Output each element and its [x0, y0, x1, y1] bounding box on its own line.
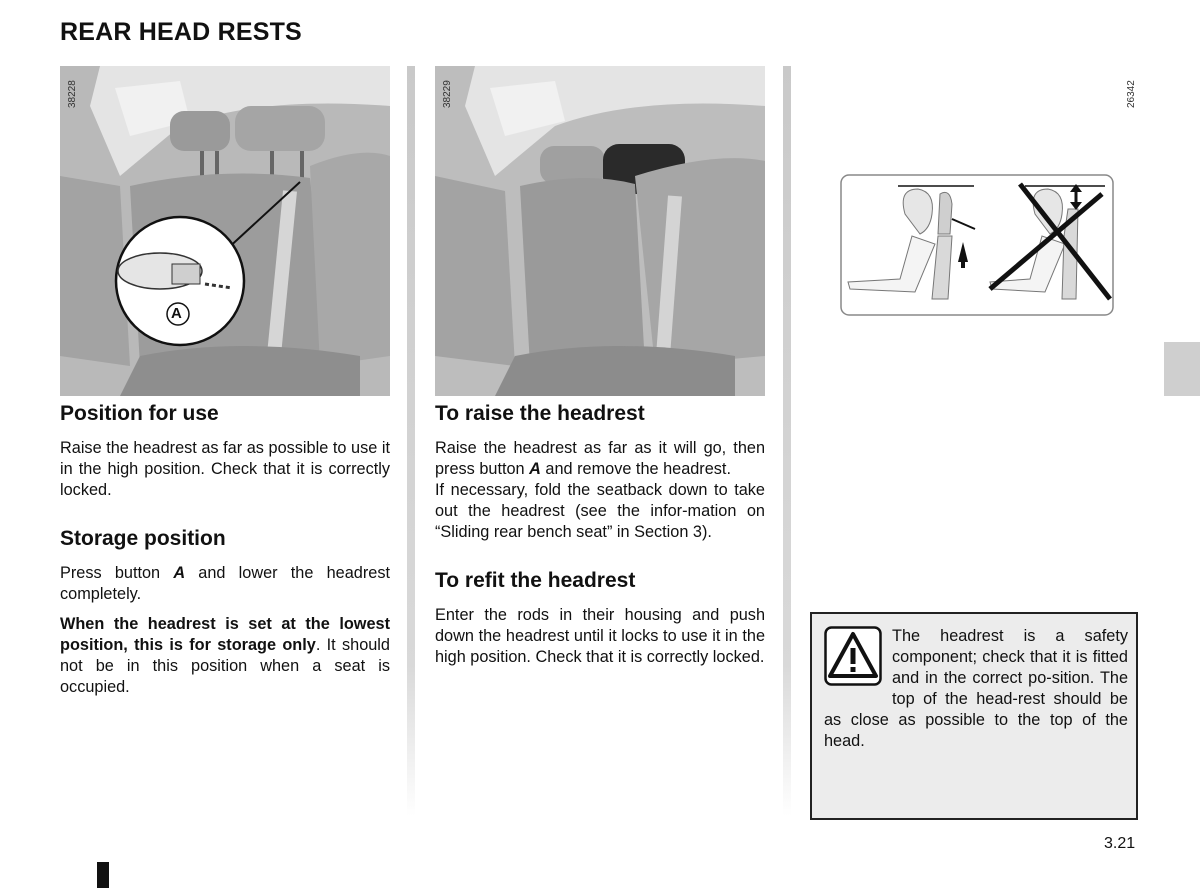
rear-seat-illustration	[60, 66, 390, 396]
text-column-1	[60, 402, 390, 698]
column-divider	[407, 66, 415, 816]
section-body: Raise the headrest as far as possible to use it in the high position. Check that it is correctly locked.	[60, 439, 390, 499]
section-heading: To raise the headrest	[435, 402, 645, 425]
section-body: If necessary, fold the seatback down to take out the headrest (see the infor-mation on “Sliding rear bench seat” in Section 3).	[435, 481, 765, 541]
figure-headrest-position	[805, 66, 1140, 326]
section-heading: Storage position	[60, 527, 226, 550]
warning-box	[810, 612, 1138, 820]
corner-mark	[97, 862, 109, 888]
figure-rear-seat-headrest-button	[60, 66, 390, 396]
column-divider	[783, 66, 791, 816]
storage-warning: When the headrest is set at the lowest position, this is for storage only. It should not be in this position when a seat is occupied.	[60, 615, 390, 696]
warning-triangle-icon	[824, 626, 882, 686]
headrest-position-diagram	[840, 174, 1114, 316]
figure-raise-headrest	[435, 66, 765, 396]
figure-number: 38228	[67, 80, 78, 108]
text-column-2	[435, 402, 765, 668]
section-body: Press button A and lower the headrest completely.	[60, 564, 390, 603]
raised-headrest-illustration	[435, 66, 765, 396]
section-heading: Position for use	[60, 402, 219, 425]
section-heading: To refit the headrest	[435, 569, 636, 592]
section-body: Raise the headrest as far as it will go, then press button A and remove the headrest.	[435, 439, 765, 478]
button-reference: A	[529, 460, 541, 478]
figure-number: 38229	[442, 80, 453, 108]
figure-number: 26342	[1126, 80, 1137, 108]
page-number: 3.21	[1104, 835, 1136, 852]
warning-text: The headrest is a safety component; check that it is fitted and in the correct po-sition. The top of the head-rest should be as close as possible to the top of the head.	[824, 627, 1128, 750]
page-title: REAR HEAD RESTS	[60, 18, 302, 46]
figure-callout-label: A	[171, 305, 182, 322]
button-reference: A	[173, 564, 186, 582]
section-tab	[1164, 342, 1200, 396]
section-body: Enter the rods in their housing and push down the headrest until it locks to use it in the high position. Check that it is correctly locked.	[435, 606, 765, 666]
